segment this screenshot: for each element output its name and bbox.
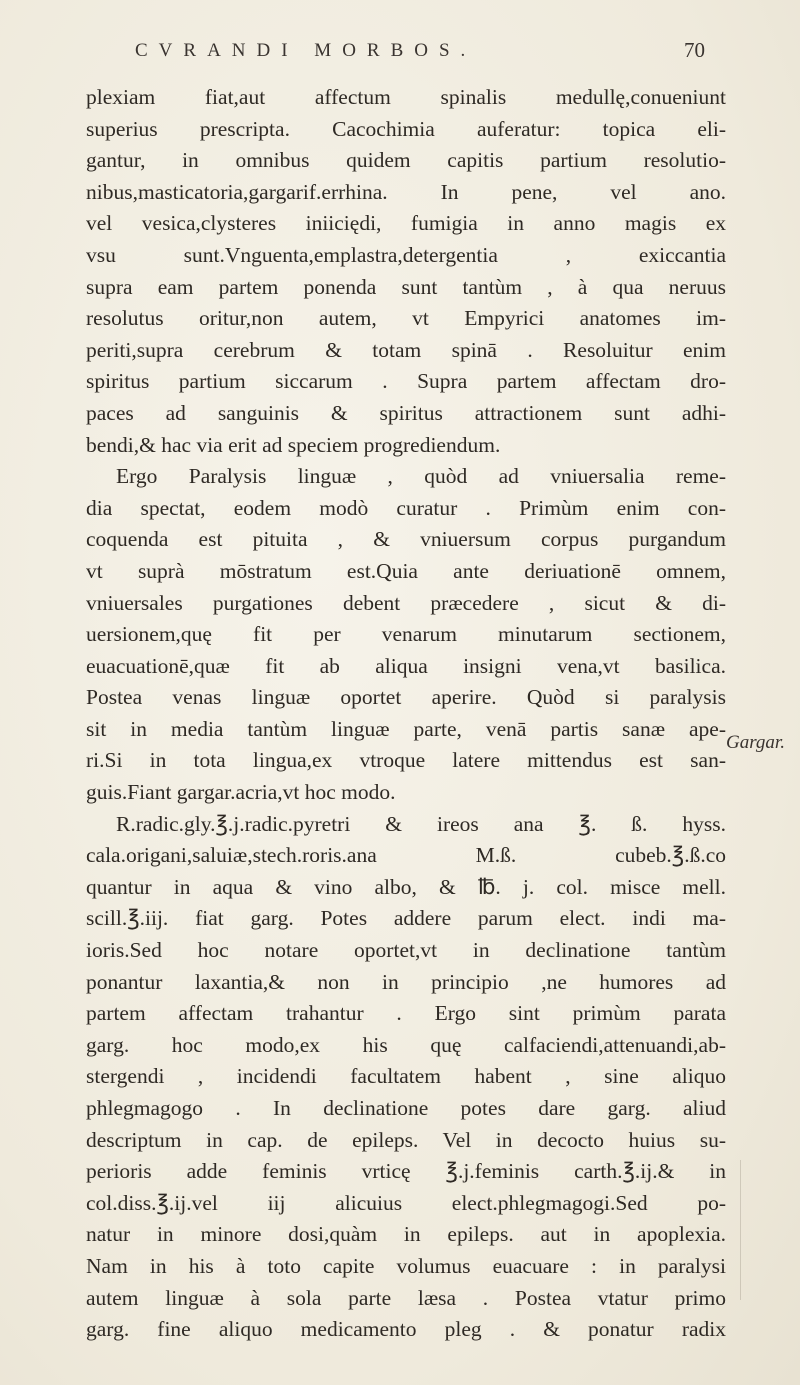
text-line: stergendi , incidendi facultatem habent , sine aliquo	[86, 1064, 726, 1089]
text-line: nibus,masticatoria,gargarif.errhina. In pene, vel ano.	[86, 179, 726, 204]
text-line: spiritus partium siccarum . Supra partem affectam dro-	[86, 369, 726, 394]
text-line: Ergo Paralysis linguæ , quòd ad vniuersalia reme-	[116, 464, 726, 489]
text-line: garg. fine aliquo medicamento pleg . & ponatur radix	[86, 1317, 726, 1342]
running-title: CVRANDI MORBOS.	[135, 40, 477, 61]
text-line: R.radic.gly.℥.j.radic.pyretri & ireos ana ℥. ß. hyss.	[116, 811, 726, 836]
margin-note: Gargar.	[726, 732, 785, 753]
text-line: Nam in his à toto capite volumus euacuare : in paralysi	[86, 1253, 726, 1278]
text-line: col.diss.℥.ij.vel iij alicuius elect.phlegmagogi.Sed po-	[86, 1190, 726, 1215]
text-line: paces ad sanguinis & spiritus attractionem sunt adhi-	[86, 400, 726, 425]
text-line: autem linguæ à sola parte læsa . Postea vtatur primo	[86, 1285, 726, 1310]
paper-show-through	[740, 1160, 761, 1300]
text-line: guis.Fiant gargar.acria,vt hoc modo.	[86, 780, 396, 805]
text-line: quantur in aqua & vino albo, & ℔. j. col. misce mell.	[86, 874, 726, 899]
text-line: resolutus oritur,non autem, vt Empyrici anatomes im-	[86, 306, 726, 331]
text-line: gantur, in omnibus quidem capitis partium resolutio-	[86, 148, 726, 173]
text-line: ponantur laxantia,& non in principio ,ne humores ad	[86, 969, 726, 994]
text-line: supra eam partem ponenda sunt tantùm , à qua neruus	[86, 274, 726, 299]
body-text	[86, 82, 726, 1346]
text-line: partem affectam trahantur . Ergo sint primùm parata	[86, 1001, 726, 1026]
text-line: cala.origani,saluiæ,stech.roris.ana M.ß. cubeb.℥.ß.co	[86, 843, 726, 868]
page-number: 70	[684, 38, 705, 62]
text-line: vniuersales purgationes debent præcedere , sicut & di-	[86, 590, 726, 615]
text-line: phlegmagogo . In declinatione potes dare garg. aliud	[86, 1096, 726, 1120]
text-line: garg. hoc modo,ex his quę calfaciendi,attenuandi,ab-	[86, 1032, 726, 1057]
text-line: sit in media tantùm linguæ parte, venā partis sanæ ape-	[86, 716, 726, 741]
text-line: bendi,& hac via erit ad speciem progrediendum.	[86, 432, 501, 457]
text-line: ioris.Sed hoc notare oportet,vt in declinatione tantùm	[86, 938, 726, 963]
text-line: Postea venas linguæ oportet aperire. Quòd si paralysis	[86, 685, 726, 710]
text-line: euacuationē,quæ fit ab aliqua insigni vena,vt basilica.	[86, 653, 726, 678]
text-line: descriptum in cap. de epileps. Vel in decocto huius su-	[86, 1127, 726, 1152]
text-line: scill.℥.iij. fiat garg. Potes addere parum elect. indi ma-	[86, 906, 726, 931]
text-line: perioris adde feminis vrticę ℥.j.feminis carth.℥.ij.& in	[86, 1159, 726, 1184]
text-line: vel vesica,clysteres iniiciędi, fumigia in anno magis ex	[86, 211, 726, 236]
text-line: superius prescripta. Cacochimia auferatur: topica eli-	[86, 116, 726, 141]
text-line: dia spectat, eodem modò curatur . Primùm enim con-	[86, 495, 726, 520]
text-line: coquenda est pituita , & vniuersum corpus purgandum	[86, 527, 726, 552]
text-line: ri.Si in tota lingua,ex vtroque latere mittendus est san-	[86, 748, 726, 773]
text-line: natur in minore dosi,quàm in epileps. aut in apoplexia.	[86, 1222, 726, 1247]
text-line: vt suprà mōstratum est.Quia ante deriuationē omnem,	[86, 558, 726, 583]
text-line: periti,supra cerebrum & totam spinā . Resoluitur enim	[86, 337, 726, 362]
text-line: plexiam fiat,aut affectum spinalis medullę,conueniunt	[86, 85, 726, 109]
text-line: vsu sunt.Vnguenta,emplastra,detergentia , exiccantia	[86, 242, 726, 267]
running-head	[135, 38, 705, 70]
text-line: uersionem,quę fit per venarum minutarum sectionem,	[86, 622, 726, 647]
